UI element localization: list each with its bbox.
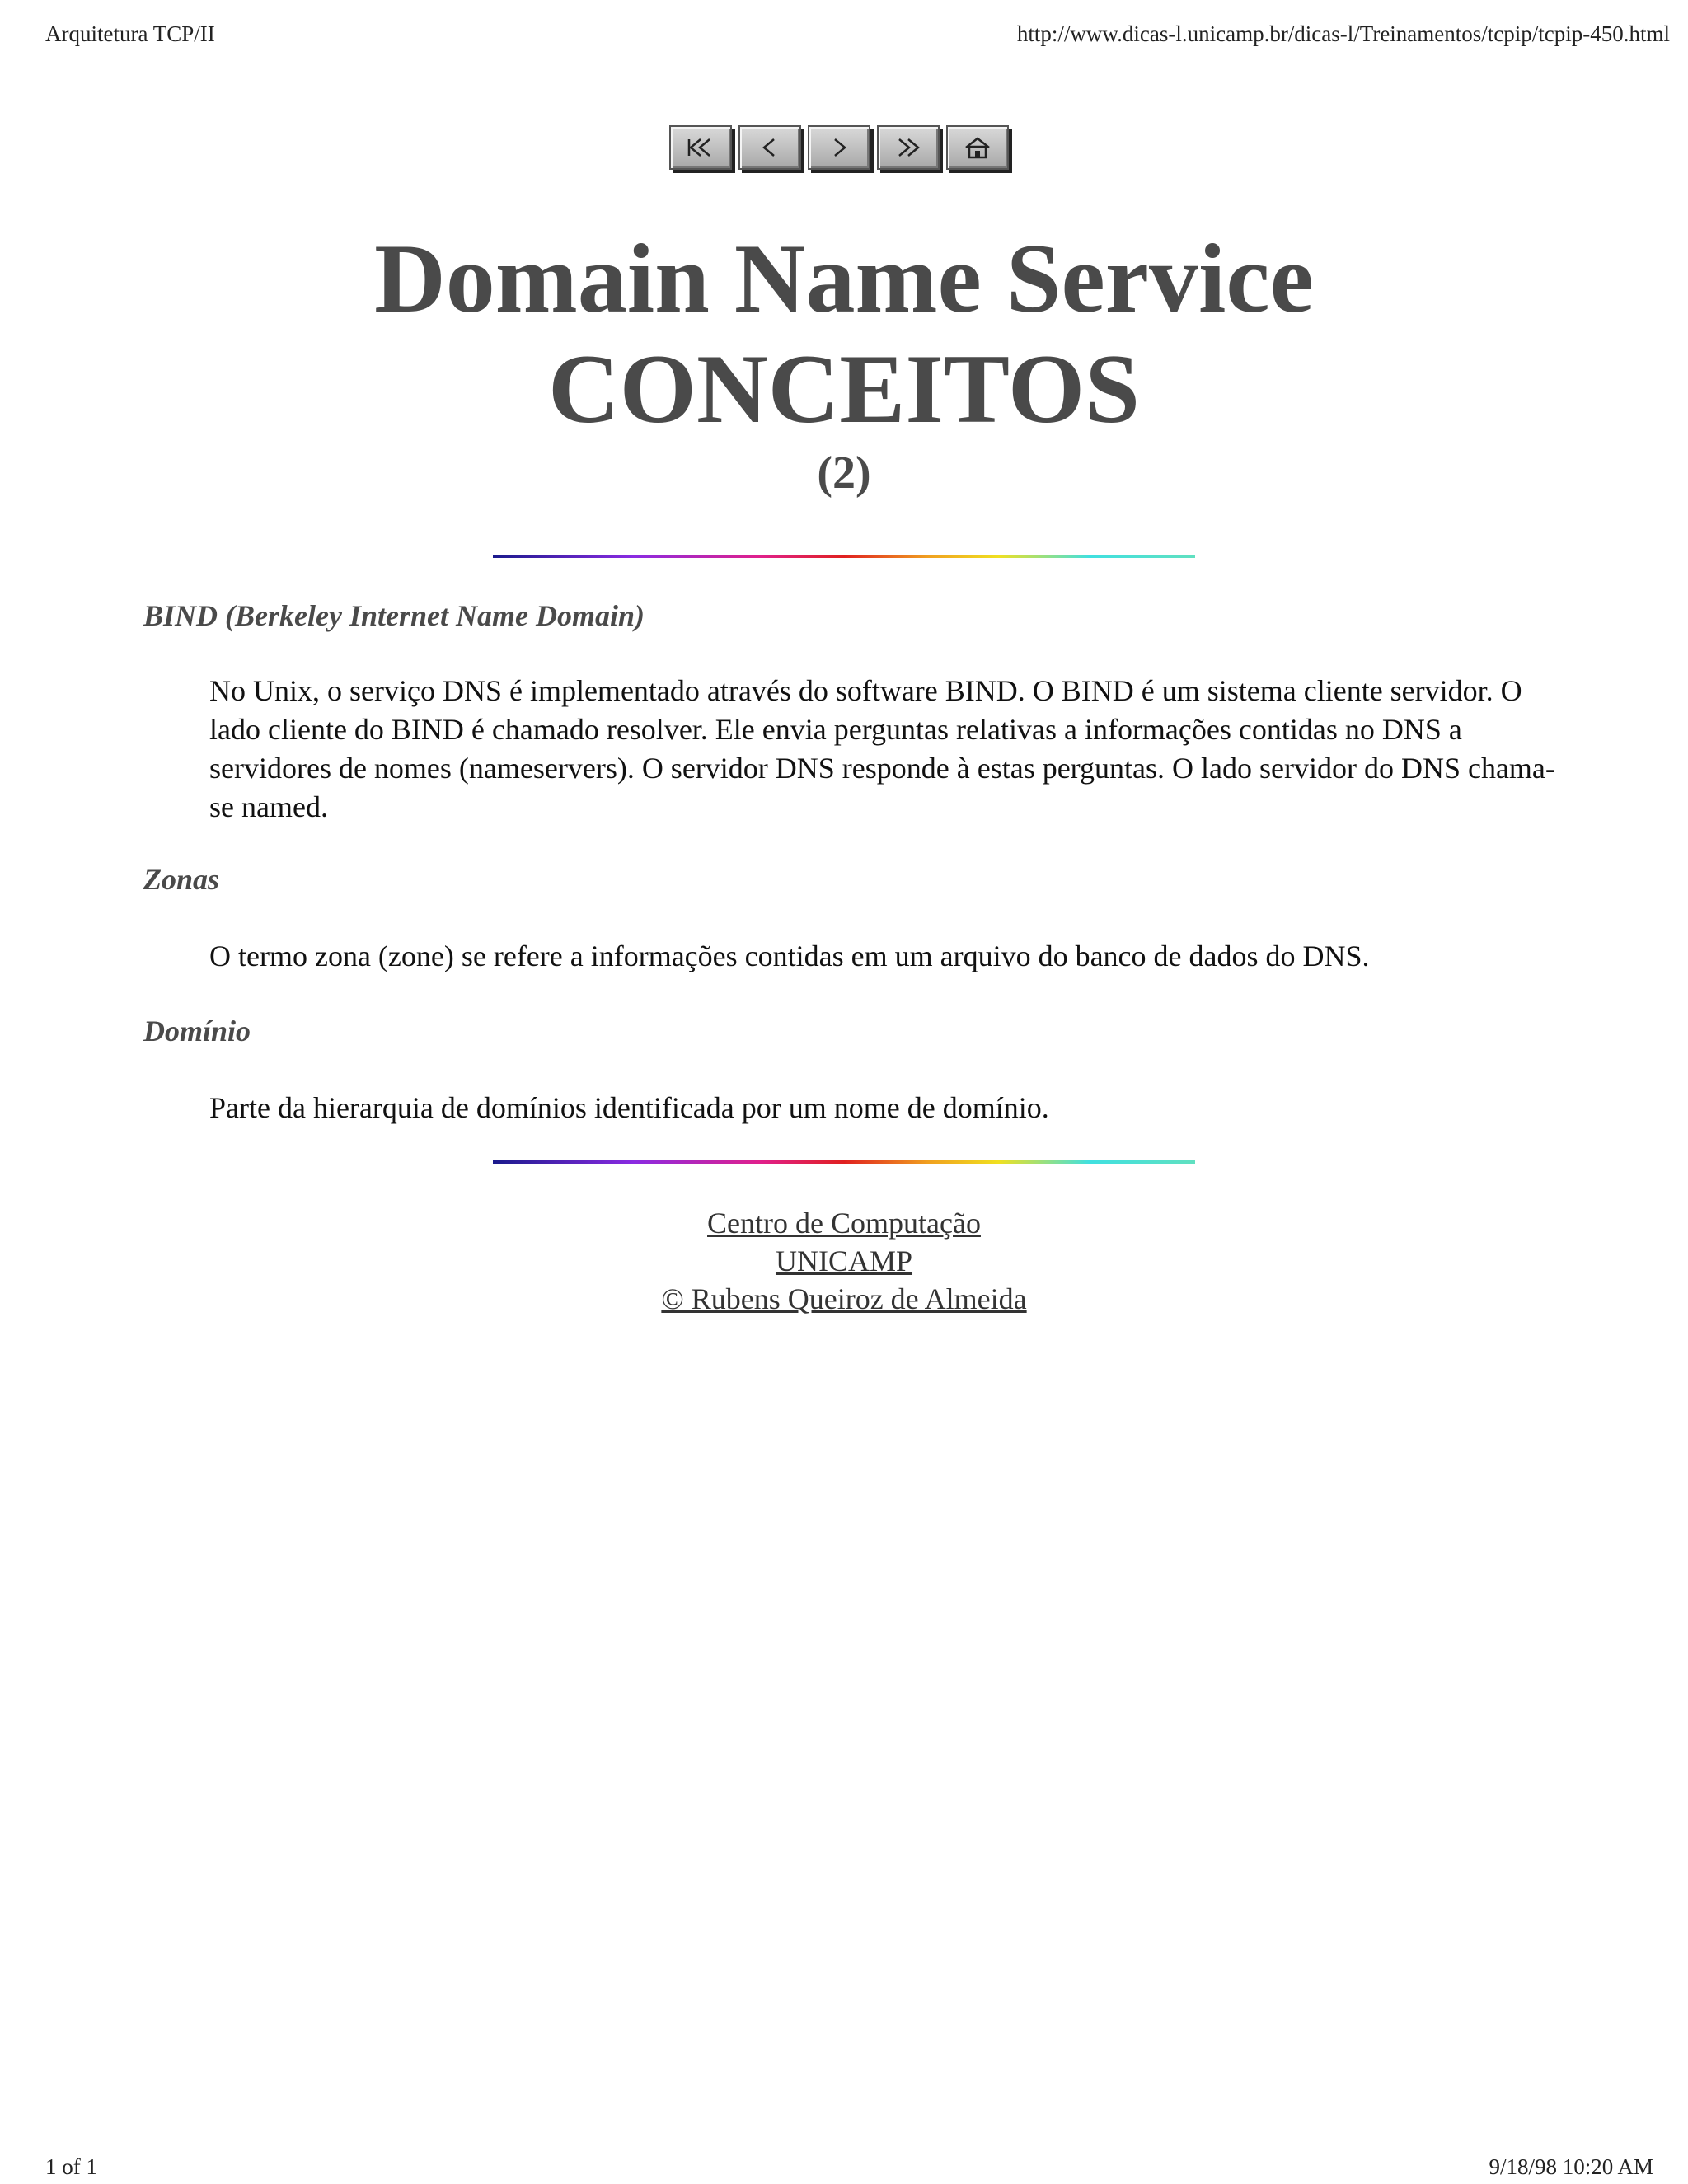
home-button[interactable] (946, 125, 1009, 170)
previous-page-button[interactable] (738, 125, 801, 170)
footer-credits (0, 1204, 1688, 1318)
print-header-url: http://www.dicas-l.unicamp.br/dicas-l/Treinamentos/tcpip/tcpip-450.html (1016, 21, 1670, 46)
page-subtitle: (2) (817, 448, 871, 499)
university-link[interactable]: UNICAMP (775, 1244, 913, 1277)
last-page-button[interactable] (877, 125, 940, 170)
next-icon (823, 136, 856, 159)
page-title-line-2: CONCEITOS (547, 334, 1140, 443)
author-link[interactable]: © Rubens Queiroz de Almeida (661, 1282, 1027, 1315)
rainbow-divider-top (493, 555, 1195, 558)
definition-zonas: O termo zona (zone) se refere a informações contidas em um arquivo do banco de dados do DNS. (209, 940, 1370, 972)
term-zonas: Zonas (143, 863, 220, 896)
next-page-button[interactable] (808, 125, 870, 170)
last-icon (892, 136, 925, 159)
definition-bind: No Unix, o serviço DNS é implementado através do software BIND. O BIND é um sistema cliente servidor. O lado cliente do BIND é chamado resolver. Ele envia perguntas relativas a informações contidas no DNS a servidores de nomes (nameservers). O servidor DNS responde à estas perguntas. O lado servidor do DNS chama-se named. (209, 674, 1555, 823)
print-footer-datetime: 9/18/98 10:20 AM (1489, 2154, 1653, 2179)
first-page-button[interactable] (669, 125, 732, 170)
first-icon (684, 136, 717, 159)
print-footer-page: 1 of 1 (45, 2154, 97, 2179)
navigation-bar (669, 125, 1009, 170)
print-header-title: Arquitetura TCP/II (45, 21, 215, 46)
org-link[interactable]: Centro de Computação (707, 1207, 981, 1240)
term-dominio: Domínio (143, 1015, 251, 1047)
rainbow-divider-bottom (493, 1160, 1195, 1164)
term-bind: BIND (Berkeley Internet Name Domain) (143, 599, 645, 632)
previous-icon (753, 136, 786, 159)
definition-dominio: Parte da hierarquia de domínios identificada por um nome de domínio. (209, 1091, 1049, 1124)
home-icon (961, 135, 994, 160)
page-title-line-1: Domain Name Service (374, 223, 1314, 333)
